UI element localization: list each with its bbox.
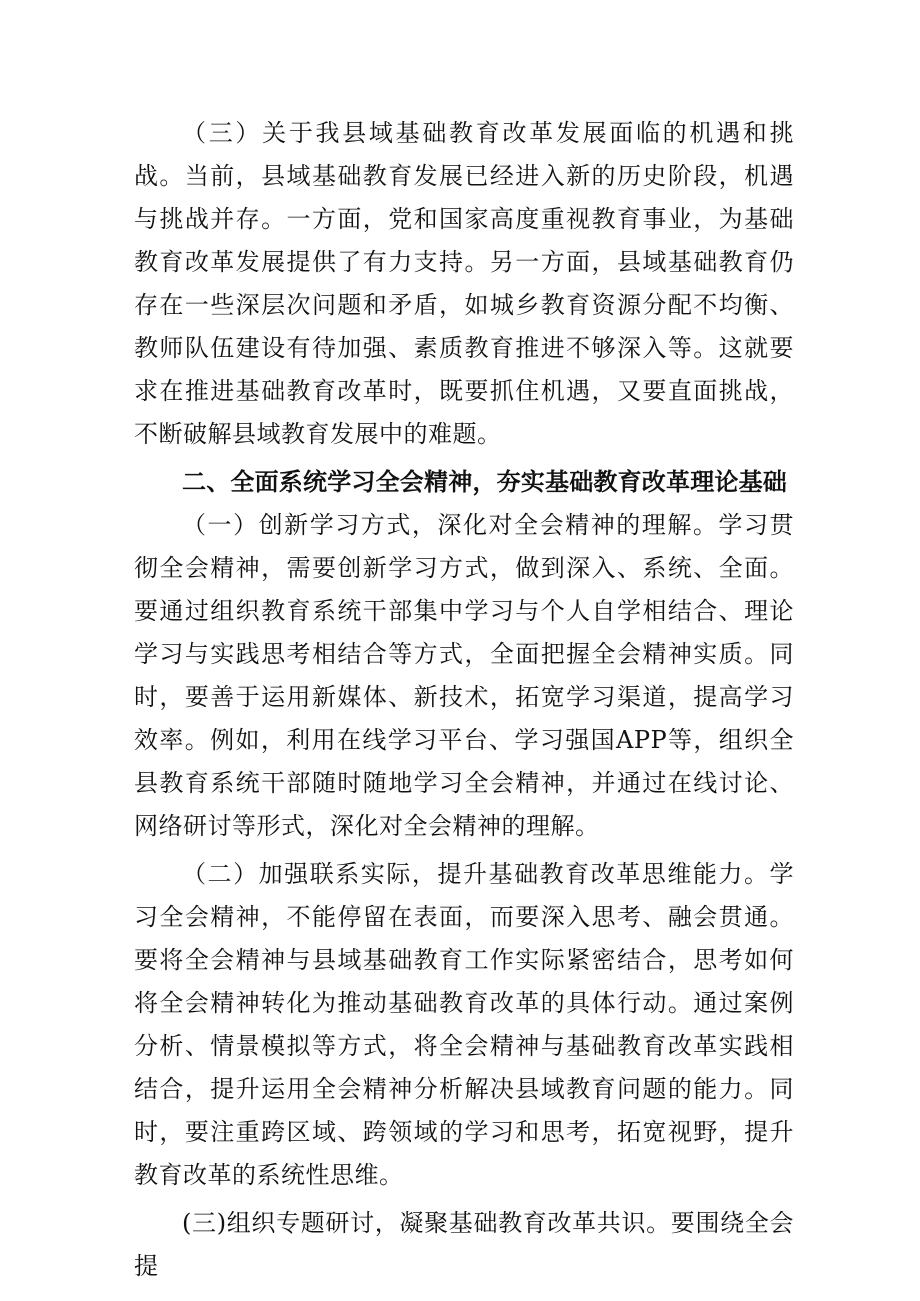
- paragraph-special-seminar: (三)组织专题研讨，凝聚基础教育改革共识。要围绕全会提: [134, 1209, 794, 1280]
- section-heading-two: 二、全面系统学习全会精神，夯实基础教育改革理论基础: [182, 468, 787, 496]
- paragraph-connect-practice: （二）加强联系实际，提升基础教育改革思维能力。学习全会精神，不能停留在表面，而要深入思考、融会贯通。要将全会精神与县域基础教育工作实际紧密结合，思考如何将全会精神转化为推动基础教育改革的具体行动。通过案例分析、情景模拟等方式，将全会精神与基础教育改革实践相结合，提升运用全会精神分析解决县域教育问题的能力。同时，要注重跨区域、跨领域的学习和思考，拓宽视野，提升教育改革的系统性思维。: [134, 860, 794, 1189]
- paragraph-opportunities-challenges: （三）关于我县域基础教育改革发展面临的机遇和挑战。当前，县域基础教育发展已经进入新的历史阶段，机遇与挑战并存。一方面，党和国家高度重视教育事业，为基础教育改革发展提供了有力支持。另一方面，县域基础教育仍存在一些深层次问题和矛盾，如城乡教育资源分配不均衡、教师队伍建设有待加强、素质教育推进不够深入等。这就要求在推进基础教育改革时，既要抓住机遇，又要直面挑战，不断破解县域教育发展中的难题。: [134, 119, 794, 448]
- document-body: [134, 112, 794, 1288]
- paragraph-innovate-learning: （一）创新学习方式，深化对全会精神的理解。学习贯彻全会精神，需要创新学习方式，做到深入、系统、全面。要通过组织教育系统干部集中学习与个人自学相结合、理论学习与实践思考相结合等方式，全面把握全会精神实质。同时，要善于运用新媒体、新技术，拓宽学习渠道，提高学习效率。例如，利用在线学习平台、学习强国APP等，组织全县教育系统干部随时随地学习全会精神，并通过在线讨论、网络研讨等形式，深化对全会精神的理解。: [134, 511, 794, 840]
